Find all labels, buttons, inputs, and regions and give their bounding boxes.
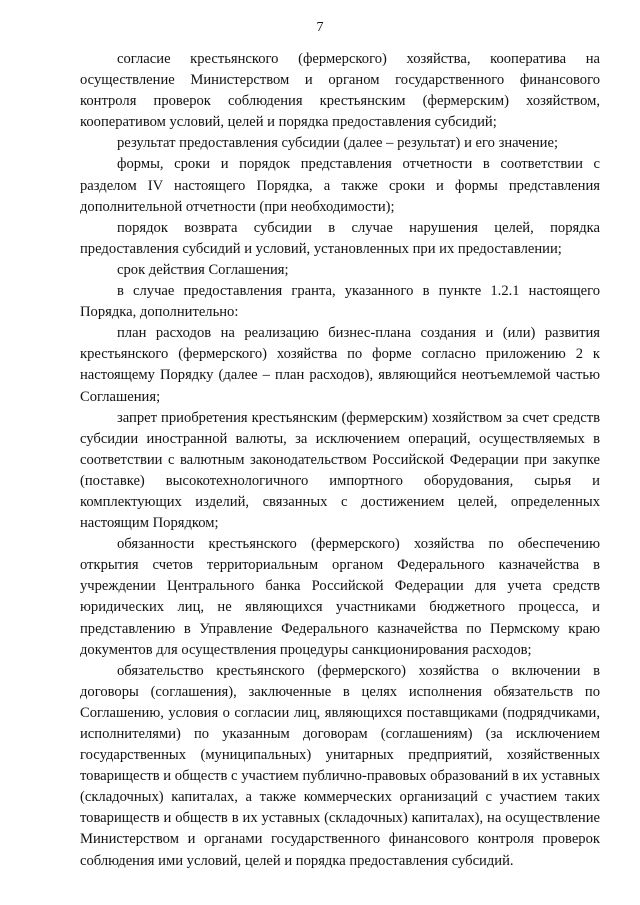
paragraph-treasury-accounts: обязанности крестьянского (фермерского) хозяйства по обеспечению открытия счетов территориальным органом Федерального казначейства в учреждении Центрального банка Российской Федерации для учета средств юридических лиц, не являющихся участниками бюджетного процесса, и представлению в Управление Федерального казначейства по Пермскому краю документов для осуществления процедуры санкционирования расходов; <box>80 536 600 658</box>
paragraph-result-value: результат предоставления субсидии (далее – результат) и его значение; <box>117 135 559 152</box>
paragraph-grant-additional: в случае предоставления гранта, указанного в пункте 1.2.1 настоящего Порядка, дополнительно: <box>80 283 600 321</box>
paragraph-subsidy-return: порядок возврата субсидии в случае нарушения целей, порядка предоставления субсидий и условий, установленных при их предоставлении; <box>80 219 600 257</box>
paragraph-consent-inspections: согласие крестьянского (фермерского) хозяйства, кооператива на осуществление Министерством и органом государственного финансового контроля проверок соблюдения крестьянским (фермерским) хозяйством, кооперативом условий, целей и порядка предоставления субсидий; <box>80 51 600 131</box>
paragraph-agreement-term: срок действия Соглашения; <box>117 261 289 278</box>
paragraph-reporting-forms: формы, сроки и порядок представления отчетности в соответствии с разделом IV настоящего Порядка, а также сроки и формы представления дополнительной отчетности (при необходимости); <box>80 156 600 215</box>
paragraph-contract-obligation: обязательство крестьянского (фермерского) хозяйства о включении в договоры (соглашения), заключенные в целях исполнения обязательств по Соглашению, условия о согласии лиц, являющихся поставщиками (подрядчиками, исполнителями) по указанным договорам (соглашениям) (за исключением государственных (муниципальных) унитарных предприятий, хозяйственных товариществ и обществ с участием публично-правовых образований в их уставных (складочных) капиталах, а также коммерческих организаций с участием таких товариществ и обществ в их уставных (складочных) капиталах), на осуществление Министерством и органами государственного финансового контроля проверок соблюдения ими условий, целей и порядка предоставления субсидий. <box>80 662 600 869</box>
document-body <box>80 49 600 872</box>
paragraph-expense-plan: план расходов на реализацию бизнес-плана создания и (или) развития крестьянского (фермерского) хозяйства по форме согласно приложению 2 к настоящему Порядку (далее – план расходов), являющийся неотъемлемой частью Соглашения; <box>80 325 600 405</box>
page-number: 7 <box>316 20 324 35</box>
paragraph-currency-ban: запрет приобретения крестьянским (фермерским) хозяйством за счет средств субсидии иностранной валюты, за исключением операций, осуществляемых в соответствии с валютным законодательством Российской Федерации при закупке (поставке) высокотехнологичного импортного оборудования, сырья и комплектующих изделий, связанных с достижением целей, определенных настоящим Порядком; <box>80 409 600 532</box>
